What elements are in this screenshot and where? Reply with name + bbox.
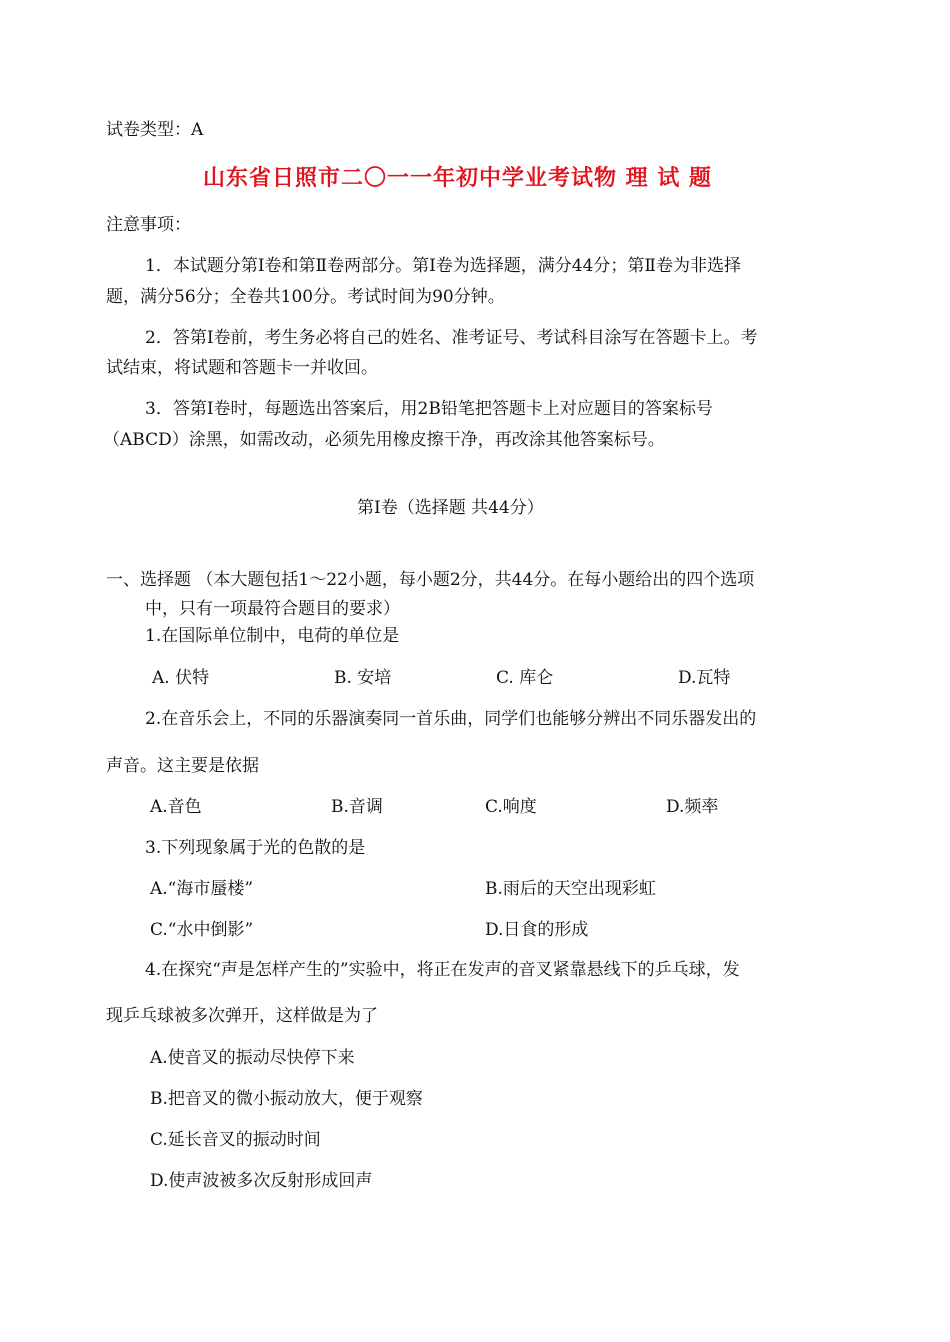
question-4-stem-line-2: 现乒乓球被多次弹开，这样做是为了 [106,1006,378,1026]
notice-item-1-line-2: 题，满分56分；全卷共100分。考试时间为90分钟。 [106,287,505,307]
question-3-option-a: A.“海市蜃楼” [150,879,254,899]
question-2-option-d: D.频率 [666,797,719,817]
notice-heading: 注意事项： [106,215,191,235]
notice-item-3-line-2: （ABCD）涂黑，如需改动，必须先用橡皮擦干净，再改涂其他答案标号。 [103,430,665,450]
question-4-option-b: B.把音叉的微小振动放大，便于观察 [150,1089,423,1109]
notice-item-2-line-1: 2．答第Ⅰ卷前，考生务必将自己的姓名、准考证号、考试科目涂写在答题卡上。考 [145,328,758,348]
question-4-stem-line-1: 4.在探究“声是怎样产生的”实验中，将正在发声的音叉紧靠悬线下的乒乓球，发 [145,960,740,980]
notice-item-3-line-1: 3．答第Ⅰ卷时，每题选出答案后，用2B铅笔把答题卡上对应题目的答案标号 [145,399,713,419]
exam-title: 山东省日照市二〇一一年初中学业考试物 理 试 题 [203,165,712,191]
question-3-option-c: C.“水中倒影” [150,920,254,940]
paper-type: 试卷类型：A [106,120,204,140]
question-1-option-c: C. 库仑 [496,668,554,688]
question-1-option-b: B. 安培 [334,668,392,688]
notice-item-1-line-1: 1．本试题分第Ⅰ卷和第Ⅱ卷两部分。第Ⅰ卷为选择题，满分44分；第Ⅱ卷为非选择 [145,256,741,276]
part-heading-line-1: 一、选择题 （本大题包括1～22小题，每小题2分，共44分。在每小题给出的四个选项 [106,570,755,590]
question-4-option-d: D.使声波被多次反射形成回声 [150,1171,373,1191]
question-4-option-c: C.延长音叉的振动时间 [150,1130,321,1150]
question-2-stem-line-1: 2.在音乐会上，不同的乐器演奏同一首乐曲，同学们也能够分辨出不同乐器发出的 [145,709,757,729]
question-4-option-a: A.使音叉的振动尽快停下来 [150,1048,355,1068]
part-heading-line-2: 中，只有一项最符合题目的要求） [145,599,400,619]
question-2-option-b: B.音调 [331,797,383,817]
question-1-option-d: D.瓦特 [678,668,731,688]
question-3-option-d: D.日食的形成 [485,920,589,940]
question-1-stem: 1.在国际单位制中，电荷的单位是 [145,626,400,646]
question-2-option-c: C.响度 [485,797,537,817]
question-2-option-a: A.音色 [150,797,202,817]
question-1-option-a: A. 伏特 [152,668,210,688]
notice-item-2-line-2: 试结束，将试题和答题卡一并收回。 [106,358,378,378]
question-3-option-b: B.雨后的天空出现彩虹 [485,879,656,899]
volume-title: 第Ⅰ卷（选择题 共44分） [357,498,544,518]
question-3-stem: 3.下列现象属于光的色散的是 [145,838,366,858]
question-2-stem-line-2: 声音。这主要是依据 [106,756,259,776]
